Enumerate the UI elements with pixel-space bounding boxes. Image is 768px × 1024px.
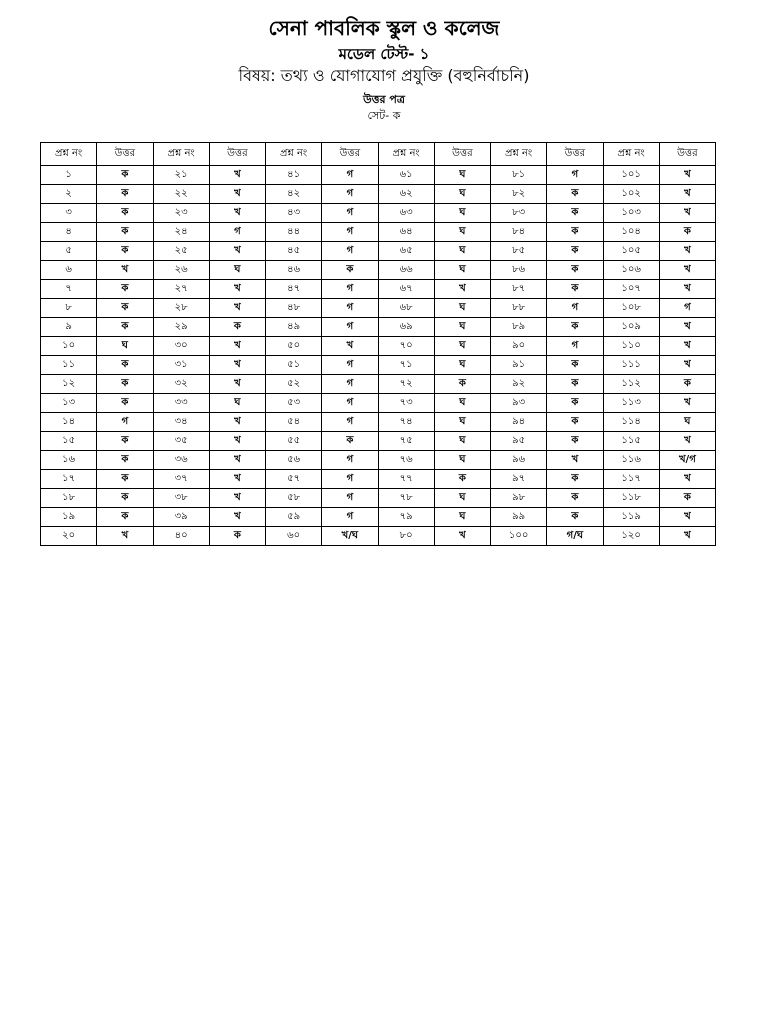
question-number-cell: ৯৩ — [491, 394, 547, 413]
question-number-cell: ১০৬ — [603, 261, 659, 280]
table-row — [41, 223, 716, 242]
question-number-cell: ২৯ — [153, 318, 209, 337]
answer-cell: ক — [97, 432, 153, 451]
answer-cell: ঘ — [434, 394, 490, 413]
set-label: সেট- ক — [367, 109, 401, 122]
answer-cell: গ — [547, 299, 603, 318]
column-header-answer: উত্তর — [97, 143, 153, 166]
answer-cell: গ — [322, 299, 378, 318]
answer-cell: গ — [547, 166, 603, 185]
question-number-cell: ১১৩ — [603, 394, 659, 413]
question-number-cell: ১১২ — [603, 375, 659, 394]
answer-cell: খ — [209, 508, 265, 527]
column-header-answer: উত্তর — [659, 143, 715, 166]
answer-cell: ঘ — [434, 204, 490, 223]
answer-cell: গ — [322, 166, 378, 185]
answer-cell: ক — [97, 242, 153, 261]
answer-cell: খ/ঘ — [322, 527, 378, 546]
answer-cell: ক — [547, 318, 603, 337]
question-number-cell: ৪৯ — [266, 318, 322, 337]
answer-cell: ক — [434, 375, 490, 394]
answer-cell: ক — [547, 413, 603, 432]
table-row — [41, 470, 716, 489]
question-number-cell: ২০ — [41, 527, 97, 546]
question-number-cell: ৭৯ — [378, 508, 434, 527]
question-number-cell: ৭৪ — [378, 413, 434, 432]
question-number-cell: ৬৬ — [378, 261, 434, 280]
answer-cell: খ — [547, 451, 603, 470]
question-number-cell: ৯ — [41, 318, 97, 337]
question-number-cell: ১১৭ — [603, 470, 659, 489]
answer-cell: খ — [322, 337, 378, 356]
question-number-cell: ৩৩ — [153, 394, 209, 413]
answer-cell: খ — [659, 185, 715, 204]
column-header-answer: উত্তর — [547, 143, 603, 166]
question-number-cell: ১০৯ — [603, 318, 659, 337]
answer-cell: খ — [209, 375, 265, 394]
school-name: সেনা পাবলিক স্কুল ও কলেজ — [268, 16, 500, 40]
column-header-question-no: প্রশ্ন নং — [378, 143, 434, 166]
question-number-cell: ১১১ — [603, 356, 659, 375]
question-number-cell: ৭ — [41, 280, 97, 299]
question-number-cell: ৮২ — [491, 185, 547, 204]
question-number-cell: ৫৩ — [266, 394, 322, 413]
answer-cell: গ — [97, 413, 153, 432]
table-row — [41, 242, 716, 261]
table-row — [41, 356, 716, 375]
answer-cell: ক — [659, 223, 715, 242]
answer-cell: খ — [434, 280, 490, 299]
question-number-cell: ৯১ — [491, 356, 547, 375]
subject-title: বিষয়: তথ্য ও যোগাযোগ প্রযুক্তি (বহুনির্বাচনি) — [238, 66, 530, 85]
question-number-cell: ৩৬ — [153, 451, 209, 470]
table-row — [41, 261, 716, 280]
document-header — [0, 14, 768, 124]
answer-cell: খ — [659, 318, 715, 337]
question-number-cell: ৭২ — [378, 375, 434, 394]
column-header-answer: উত্তর — [322, 143, 378, 166]
question-number-cell: ৫০ — [266, 337, 322, 356]
question-number-cell: ১৫ — [41, 432, 97, 451]
column-header-question-no: প্রশ্ন নং — [266, 143, 322, 166]
answer-cell: ক — [97, 185, 153, 204]
question-number-cell: ৮৮ — [491, 299, 547, 318]
answer-cell: ঘ — [434, 432, 490, 451]
answer-cell: খ — [434, 527, 490, 546]
question-number-cell: ৬৯ — [378, 318, 434, 337]
answer-cell: ক — [97, 280, 153, 299]
answer-cell: গ — [322, 470, 378, 489]
answer-cell: খ — [659, 337, 715, 356]
answer-cell: গ — [322, 356, 378, 375]
question-number-cell: ৩২ — [153, 375, 209, 394]
table-row — [41, 527, 716, 546]
answer-cell: ঘ — [209, 394, 265, 413]
column-header-question-no: প্রশ্ন নং — [153, 143, 209, 166]
answer-cell: ক — [97, 318, 153, 337]
answer-cell: খ — [209, 280, 265, 299]
question-number-cell: ৯৪ — [491, 413, 547, 432]
question-number-cell: ১ — [41, 166, 97, 185]
question-number-cell: ১১৫ — [603, 432, 659, 451]
answer-cell: ঘ — [434, 166, 490, 185]
question-number-cell: ৩৪ — [153, 413, 209, 432]
question-number-cell: ১১৪ — [603, 413, 659, 432]
table-row — [41, 451, 716, 470]
answer-cell: খ — [209, 432, 265, 451]
question-number-cell: ৭৩ — [378, 394, 434, 413]
question-number-cell: ৪৮ — [266, 299, 322, 318]
question-number-cell: ২ — [41, 185, 97, 204]
question-number-cell: ৮৯ — [491, 318, 547, 337]
test-title: মডেল টেস্ট- ১ — [338, 45, 430, 63]
answer-cell: খ — [209, 242, 265, 261]
column-header-answer: উত্তর — [434, 143, 490, 166]
answer-cell: ক — [547, 356, 603, 375]
answer-cell: গ — [322, 489, 378, 508]
answer-cell: খ — [659, 356, 715, 375]
question-number-cell: ১৮ — [41, 489, 97, 508]
question-number-cell: ৩৯ — [153, 508, 209, 527]
question-number-cell: ১১০ — [603, 337, 659, 356]
column-header-answer: উত্তর — [209, 143, 265, 166]
question-number-cell: ৮৫ — [491, 242, 547, 261]
answer-cell: ঘ — [97, 337, 153, 356]
question-number-cell: ১১ — [41, 356, 97, 375]
answer-cell: ক — [547, 223, 603, 242]
answer-cell: ক — [209, 527, 265, 546]
answer-cell: গ — [209, 223, 265, 242]
question-number-cell: ৪৪ — [266, 223, 322, 242]
answer-cell: গ — [547, 337, 603, 356]
question-number-cell: ১৩ — [41, 394, 97, 413]
question-number-cell: ১০০ — [491, 527, 547, 546]
answer-cell: ক — [547, 242, 603, 261]
answer-cell: গ — [322, 375, 378, 394]
answer-cell: ক — [547, 394, 603, 413]
question-number-cell: ৭৭ — [378, 470, 434, 489]
answer-cell: ক — [434, 470, 490, 489]
answer-cell: গ — [322, 394, 378, 413]
column-header-question-no: প্রশ্ন নং — [41, 143, 97, 166]
answer-cell: খ — [209, 489, 265, 508]
question-number-cell: ৪০ — [153, 527, 209, 546]
answer-cell: ঘ — [434, 356, 490, 375]
question-number-cell: ৫২ — [266, 375, 322, 394]
answer-cell: ক — [97, 451, 153, 470]
answer-cell: ক — [547, 204, 603, 223]
question-number-cell: ৪৭ — [266, 280, 322, 299]
answer-cell: খ — [209, 204, 265, 223]
question-number-cell: ৭৫ — [378, 432, 434, 451]
answer-cell: ঘ — [434, 261, 490, 280]
answer-cell: খ — [659, 261, 715, 280]
answer-cell: গ — [322, 223, 378, 242]
table-row — [41, 204, 716, 223]
answer-cell: খ/গ — [659, 451, 715, 470]
question-number-cell: ৭০ — [378, 337, 434, 356]
answer-cell: ক — [547, 375, 603, 394]
question-number-cell: ১০৫ — [603, 242, 659, 261]
answer-cell: গ — [322, 508, 378, 527]
answer-cell: ঘ — [434, 489, 490, 508]
answer-cell: খ — [659, 242, 715, 261]
answer-cell: খ — [659, 432, 715, 451]
answer-cell: গ — [322, 451, 378, 470]
question-number-cell: ৬৪ — [378, 223, 434, 242]
question-number-cell: ২৭ — [153, 280, 209, 299]
table-row — [41, 166, 716, 185]
question-number-cell: ৮০ — [378, 527, 434, 546]
question-number-cell: ৭৮ — [378, 489, 434, 508]
answer-cell: ক — [97, 470, 153, 489]
answer-cell: ক — [659, 489, 715, 508]
answer-cell: ঘ — [434, 185, 490, 204]
column-header-question-no: প্রশ্ন নং — [491, 143, 547, 166]
answer-sheet-label: উত্তর পত্র — [363, 93, 405, 106]
question-number-cell: ২৬ — [153, 261, 209, 280]
answer-cell: খ — [659, 527, 715, 546]
answer-cell: খ — [659, 470, 715, 489]
question-number-cell: ৪২ — [266, 185, 322, 204]
question-number-cell: ১৭ — [41, 470, 97, 489]
question-number-cell: ৯৫ — [491, 432, 547, 451]
question-number-cell: ১১৬ — [603, 451, 659, 470]
answer-cell: খ — [659, 204, 715, 223]
table-row — [41, 375, 716, 394]
question-number-cell: ৪১ — [266, 166, 322, 185]
answer-table — [40, 142, 716, 546]
answer-cell: ক — [97, 489, 153, 508]
question-number-cell: ৩৭ — [153, 470, 209, 489]
answer-cell: খ — [209, 451, 265, 470]
question-number-cell: ৯২ — [491, 375, 547, 394]
question-number-cell: ১০ — [41, 337, 97, 356]
table-row — [41, 280, 716, 299]
question-number-cell: ২৩ — [153, 204, 209, 223]
question-number-cell: ৮৩ — [491, 204, 547, 223]
answer-cell: খ — [209, 470, 265, 489]
question-number-cell: ২২ — [153, 185, 209, 204]
answer-cell: ক — [547, 489, 603, 508]
question-number-cell: ৩ — [41, 204, 97, 223]
answer-cell: খ — [209, 299, 265, 318]
question-number-cell: ৭৬ — [378, 451, 434, 470]
answer-cell: গ — [322, 280, 378, 299]
table-row — [41, 299, 716, 318]
question-number-cell: ১০১ — [603, 166, 659, 185]
answer-cell: ক — [97, 394, 153, 413]
question-number-cell: ৮৭ — [491, 280, 547, 299]
table-row — [41, 508, 716, 527]
question-number-cell: ২৮ — [153, 299, 209, 318]
question-number-cell: ১৬ — [41, 451, 97, 470]
answer-cell: খ — [209, 185, 265, 204]
question-number-cell: ৫৬ — [266, 451, 322, 470]
answer-cell: খ — [209, 413, 265, 432]
question-number-cell: ২৪ — [153, 223, 209, 242]
question-number-cell: ৬০ — [266, 527, 322, 546]
answer-cell: খ — [659, 394, 715, 413]
answer-cell: ঘ — [434, 223, 490, 242]
answer-cell: ক — [547, 280, 603, 299]
question-number-cell: ৯০ — [491, 337, 547, 356]
question-number-cell: ২৫ — [153, 242, 209, 261]
answer-cell: খ — [209, 166, 265, 185]
answer-cell: খ — [659, 508, 715, 527]
question-number-cell: ৯৮ — [491, 489, 547, 508]
table-row — [41, 432, 716, 451]
answer-cell: খ — [97, 261, 153, 280]
question-number-cell: ৬ — [41, 261, 97, 280]
question-number-cell: ৫ — [41, 242, 97, 261]
answer-cell: ঘ — [434, 508, 490, 527]
answer-cell: খ — [659, 166, 715, 185]
question-number-cell: ১৪ — [41, 413, 97, 432]
answer-cell: ক — [97, 375, 153, 394]
question-number-cell: ৬৮ — [378, 299, 434, 318]
answer-cell: গ — [322, 413, 378, 432]
question-number-cell: ২১ — [153, 166, 209, 185]
question-number-cell: ১০৭ — [603, 280, 659, 299]
question-number-cell: ১১৯ — [603, 508, 659, 527]
answer-cell: ঘ — [434, 318, 490, 337]
table-row — [41, 489, 716, 508]
question-number-cell: ১১৮ — [603, 489, 659, 508]
answer-cell: খ — [209, 337, 265, 356]
question-number-cell: ৮৬ — [491, 261, 547, 280]
answer-cell: ক — [209, 318, 265, 337]
question-number-cell: ৬৭ — [378, 280, 434, 299]
question-number-cell: ৫৫ — [266, 432, 322, 451]
question-number-cell: ৫৯ — [266, 508, 322, 527]
answer-cell: ক — [547, 185, 603, 204]
question-number-cell: ৬৩ — [378, 204, 434, 223]
answer-cell: ক — [97, 166, 153, 185]
table-row — [41, 394, 716, 413]
question-number-cell: ৪৩ — [266, 204, 322, 223]
answer-cell: ক — [97, 204, 153, 223]
table-row — [41, 185, 716, 204]
table-row — [41, 413, 716, 432]
answer-cell: গ — [659, 299, 715, 318]
question-number-cell: ৬১ — [378, 166, 434, 185]
question-number-cell: ৪৬ — [266, 261, 322, 280]
answer-cell: ক — [97, 508, 153, 527]
table-body — [41, 166, 716, 546]
answer-cell: ক — [547, 508, 603, 527]
answer-cell: ক — [97, 223, 153, 242]
answer-cell: ঘ — [434, 299, 490, 318]
answer-cell: ক — [97, 299, 153, 318]
column-header-question-no: প্রশ্ন নং — [603, 143, 659, 166]
question-number-cell: ৩০ — [153, 337, 209, 356]
answer-cell: ক — [659, 375, 715, 394]
question-number-cell: ৩৮ — [153, 489, 209, 508]
question-number-cell: ৬২ — [378, 185, 434, 204]
question-number-cell: ১২ — [41, 375, 97, 394]
answer-cell: খ — [97, 527, 153, 546]
answer-cell: ক — [547, 432, 603, 451]
question-number-cell: ৪ — [41, 223, 97, 242]
question-number-cell: ৫৭ — [266, 470, 322, 489]
question-number-cell: ৮৪ — [491, 223, 547, 242]
question-number-cell: ৫৮ — [266, 489, 322, 508]
answer-cell: গ — [322, 185, 378, 204]
answer-cell: ক — [322, 432, 378, 451]
answer-cell: ঘ — [434, 413, 490, 432]
question-number-cell: ৮১ — [491, 166, 547, 185]
answer-cell: খ — [659, 280, 715, 299]
question-number-cell: ৫১ — [266, 356, 322, 375]
question-number-cell: ৩৫ — [153, 432, 209, 451]
answer-cell: ক — [97, 356, 153, 375]
question-number-cell: ১০২ — [603, 185, 659, 204]
question-number-cell: ১০৪ — [603, 223, 659, 242]
question-number-cell: ১৯ — [41, 508, 97, 527]
answer-cell: গ/ঘ — [547, 527, 603, 546]
answer-cell: ঘ — [209, 261, 265, 280]
answer-cell: খ — [209, 356, 265, 375]
answer-cell: ক — [547, 470, 603, 489]
answer-cell: ক — [547, 261, 603, 280]
answer-cell: ঘ — [434, 451, 490, 470]
question-number-cell: ৯৭ — [491, 470, 547, 489]
question-number-cell: ৯৯ — [491, 508, 547, 527]
answer-cell: গ — [322, 242, 378, 261]
question-number-cell: ৬৫ — [378, 242, 434, 261]
question-number-cell: ১০৩ — [603, 204, 659, 223]
answer-cell: ঘ — [434, 242, 490, 261]
table-row — [41, 337, 716, 356]
table-row — [41, 318, 716, 337]
answer-cell: ঘ — [659, 413, 715, 432]
question-number-cell: ৭১ — [378, 356, 434, 375]
table-header-row — [41, 143, 716, 166]
question-number-cell: ৩১ — [153, 356, 209, 375]
question-number-cell: ৯৬ — [491, 451, 547, 470]
answer-cell: ঘ — [434, 337, 490, 356]
answer-cell: ক — [322, 261, 378, 280]
question-number-cell: ৮ — [41, 299, 97, 318]
answer-cell: গ — [322, 204, 378, 223]
question-number-cell: ৫৪ — [266, 413, 322, 432]
question-number-cell: ১০৮ — [603, 299, 659, 318]
answer-cell: গ — [322, 318, 378, 337]
question-number-cell: ১২০ — [603, 527, 659, 546]
question-number-cell: ৪৫ — [266, 242, 322, 261]
